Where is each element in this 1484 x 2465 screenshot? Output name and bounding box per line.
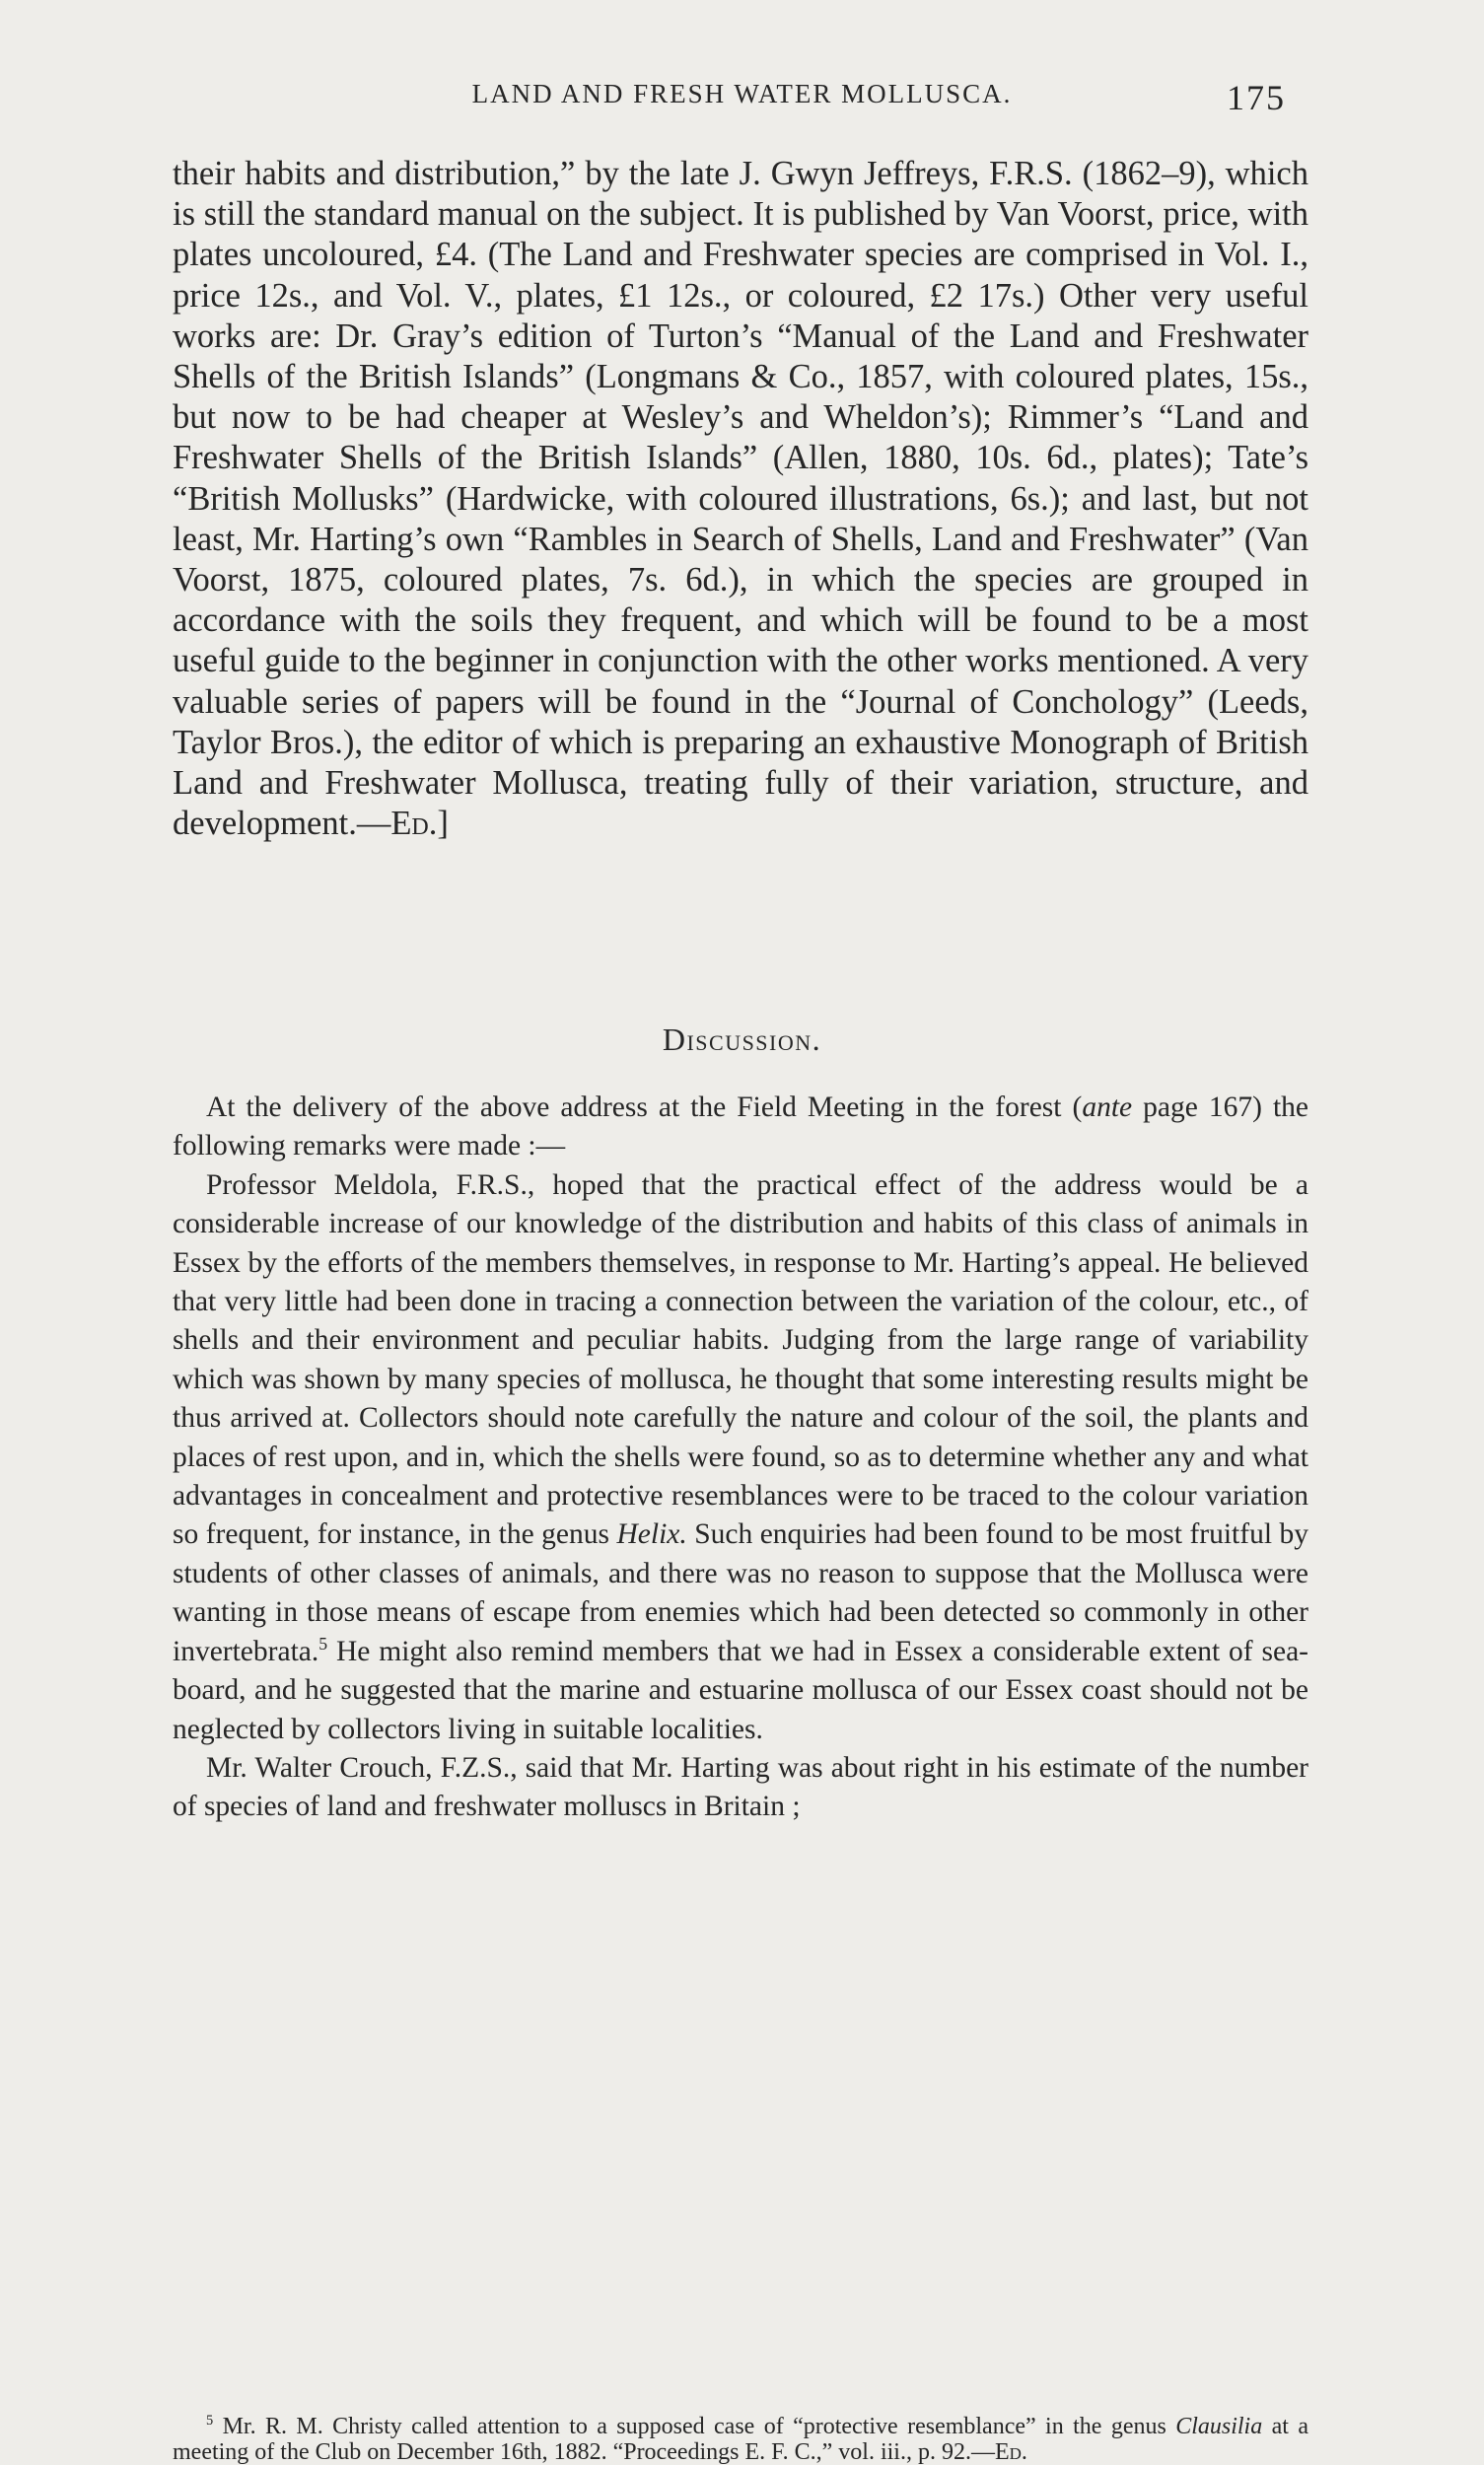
- page-number: 175: [1227, 78, 1286, 117]
- italic-term: ante: [1082, 1092, 1133, 1123]
- footnote: [173, 2414, 1308, 2465]
- italic-term: Helix.: [616, 1518, 687, 1551]
- footnote-reference: 5: [318, 1633, 328, 1654]
- discussion-paragraph: [173, 1749, 1308, 1827]
- footnote-text: Mr. R. M. Christy called attention to a supposed case of “protective resemblance” in the genus: [213, 2414, 1176, 2439]
- footnote-marker: 5: [206, 2413, 214, 2429]
- intro-paragraph: [173, 154, 1308, 844]
- italic-term: Clausilia: [1175, 2414, 1263, 2439]
- intro-editor-mark: —Ed.]: [356, 805, 449, 843]
- running-title: LAND AND FRESH WATER MOLLUSCA.: [471, 79, 1013, 108]
- intro-text: their habits and distribution,” by the late J. Gwyn Jeffreys, F.R.S. (1862–9), which is still the standard manual on the subject. It is published by Van Voorst, price, with plates uncoloured, £4. (The Land and Freshwater species are comprised in Vol. I., price 12s., and Vol. V., plates, £1 12s., or coloured, £2 17s.) Other very useful works are: Dr. Gray’s edition of Turton’s “Manual of the Land and Freshwater Shells of the British Islands” (Longmans & Co., 1857, with coloured plates, 15s., but now to be had cheaper at Wesley’s and Wheldon’s); Rimmer’s “Land and Freshwater Shells of the British Islands” (Allen, 1880, 10s. 6d., plates); Tate’s “British Mollusks” (Hardwicke, with coloured illustrations, 6s.); and last, but not least, Mr. Harting’s own “Rambles in Search of Shells, Land and Freshwater” (Van Voorst, 1875, coloured plates, 7s. 6d.), in which the species are grouped in accordance with the soils they frequent, and which will be found to be a most useful guide to the beginner in conjunction with the other works mentioned. A very valuable series of papers will be found in the “Journal of Conchology” (Leeds, Taylor Bros.), the editor of which is preparing an exhaustive Monograph of British Land and Freshwater Mollusca, treating fully of their variation, structure, and development.: [173, 155, 1308, 843]
- footnote-text: at a meeting of the Club on December 16th, 1882. “Proceedings E. F. C.,” vol. iii., p. 92.: [173, 2414, 1308, 2465]
- discussion-text: Such enquiries had been found to be most fruitful by students of other classes of animals, and there was no reason to suppose that the Mollusca were wanting in those means of escape from enemies which had been detected so commonly in other invertebrata.: [173, 1518, 1308, 1667]
- discussion-paragraph: [173, 1166, 1308, 1749]
- section-heading: Discussion.: [662, 1021, 822, 1057]
- discussion-text: Professor Meldola, F.R.S., hoped that the practical effect of the address would be a considerable increase of our knowledge of the distribution and habits of this class of animals in Essex by the efforts of the members themselves, in response to Mr. Harting’s appeal. He believed that very little had been done in tracing a connection between the variation of the colour, etc., of shells and their environment and peculiar habits. Judging from the large range of variability which was shown by many species of mollusca, he thought that some interesting results might be thus arrived at. Collectors should note carefully the nature and colour of the soil, the plants and places of rest upon, and in, which the shells were found, so as to determine whether any and what advantages in concealment and protective resemblances were to be traced to the colour variation so frequent, for instance, in the genus: [173, 1168, 1308, 1551]
- footnote-editor-mark: —Ed.: [970, 2439, 1027, 2465]
- discussion-text: He might also remind members that we had in Essex a considerable extent of sea-board, and he suggested that the marine and estuarine mollusca of our Essex coast should not be neglected by collectors living in suitable localities.: [173, 1635, 1308, 1745]
- discussion-body: [173, 1089, 1308, 1827]
- discussion-text: page 167) the following remarks were made :—: [173, 1092, 1308, 1162]
- footnotes: [173, 2414, 1308, 2465]
- discussion-text: At the delivery of the above address at the Field Meeting in the forest (: [206, 1092, 1083, 1123]
- discussion-text: Mr. Walter Crouch, F.Z.S., said that Mr. Harting was about right in his estimate of the number of species of land and freshwater molluscs in Britain ;: [173, 1751, 1308, 1823]
- discussion-paragraph: [173, 1089, 1308, 1166]
